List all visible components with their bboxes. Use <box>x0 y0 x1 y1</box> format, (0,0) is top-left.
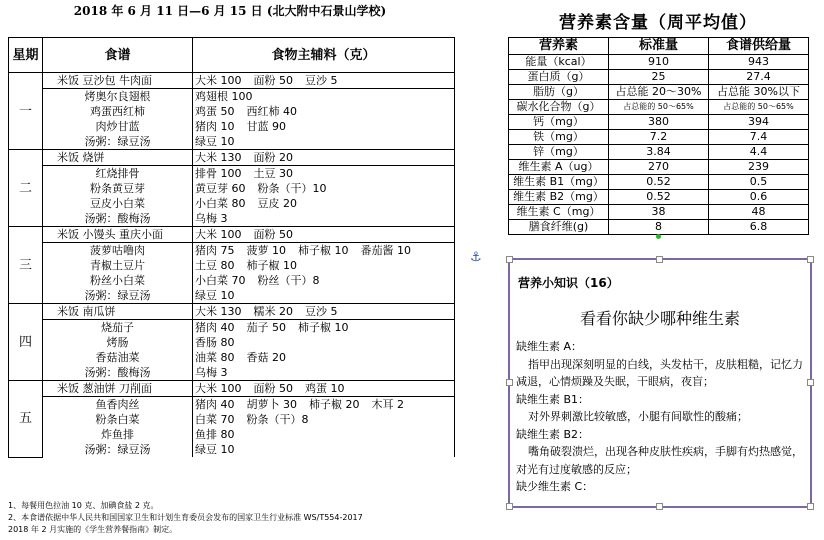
menu-dish: 肉炒甘蓝 <box>43 119 193 134</box>
menu-row <box>9 227 455 243</box>
menu-row <box>9 134 455 150</box>
resize-handle-s[interactable] <box>656 503 663 510</box>
menu-dish: 豆皮小白菜 <box>43 196 193 211</box>
menu-ingredients <box>193 73 455 89</box>
ingredient: 排骨 100 <box>195 167 242 180</box>
ingredient: 大米 130 <box>195 305 242 318</box>
menu-dish: 汤粥：绿豆汤 <box>43 442 193 457</box>
nutrition-standard: 270 <box>609 160 709 175</box>
ingredient: 绿豆 10 <box>195 135 235 148</box>
menu-row <box>9 350 455 365</box>
footnotes <box>8 500 458 536</box>
ingredient: 糯米 20 <box>253 305 293 318</box>
menu-row <box>9 442 455 457</box>
nutrition-row <box>509 190 809 205</box>
nutrition-supply: 27.4 <box>709 70 809 85</box>
menu-day: 二 <box>9 150 43 227</box>
menu-ingredients <box>193 427 455 442</box>
menu-day: 三 <box>9 227 43 304</box>
menu-row <box>9 211 455 227</box>
ingredient: 鱼排 80 <box>195 428 235 441</box>
ingredient: 土豆 80 <box>195 259 235 272</box>
ingredient: 柿子椒 10 <box>246 259 297 272</box>
ingredient: 面粉 50 <box>253 74 293 87</box>
nutrition-row <box>509 55 809 70</box>
menu-header-dish: 食谱 <box>43 38 193 73</box>
ingredient: 菠萝 10 <box>246 244 286 257</box>
nutrition-standard: 38 <box>609 205 709 220</box>
ingredient: 猪肉 75 <box>195 244 235 257</box>
menu-header-day: 星期 <box>9 38 43 73</box>
ingredient: 粉条（干）8 <box>246 413 309 426</box>
nutrition-name: 维生素 B2（mg） <box>509 190 609 205</box>
nutrition-row <box>509 145 809 160</box>
knowledge-label-b1: 缺维生素 B1： <box>516 392 590 406</box>
menu-row <box>9 104 455 119</box>
ingredient: 猪肉 10 <box>195 120 235 133</box>
ingredient: 乌梅 3 <box>195 212 228 225</box>
menu-ingredients <box>193 397 455 413</box>
menu-title: 2018 年 6 月 11 日—6 月 15 日 (北大附中石景山学校) <box>73 4 387 18</box>
ingredient: 木耳 2 <box>371 398 404 411</box>
knowledge-label-c: 缺少维生素 C： <box>516 480 594 493</box>
menu-ingredients <box>193 320 455 336</box>
menu-ingredients <box>193 381 455 397</box>
nutrition-row <box>509 85 809 100</box>
resize-handle-se[interactable] <box>807 503 814 510</box>
footnote-2: 2、本食谱依据中华人民共和国国家卫生和计划生育委员会发布的国家卫生行业标准 WS/T554-2017 <box>8 513 363 522</box>
nutrition-row <box>509 220 809 235</box>
menu-row <box>9 181 455 196</box>
ingredient: 白菜 70 <box>195 413 235 426</box>
ingredient: 胡萝卜 30 <box>246 398 297 411</box>
nutrition-supply: 0.6 <box>709 190 809 205</box>
menu-dish: 红烧排骨 <box>43 166 193 182</box>
menu-header-ingredients: 食物主辅料（克） <box>193 38 455 73</box>
menu-dish: 菠萝咕噜肉 <box>43 243 193 259</box>
knowledge-text-b2: 嘴角破裂溃烂，出现各种皮肤性疾病，手脚有灼热感觉，对光有过度敏感的反应； <box>516 445 803 476</box>
ingredient: 柿子椒 10 <box>298 244 349 257</box>
menu-row <box>9 335 455 350</box>
ingredient: 油菜 80 <box>195 351 235 364</box>
menu-ingredients <box>193 350 455 365</box>
nutrition-name: 维生素 C（mg） <box>509 205 609 220</box>
menu-dish: 粉条白菜 <box>43 412 193 427</box>
menu-row <box>9 320 455 336</box>
nutrition-row <box>509 130 809 145</box>
menu-day: 五 <box>9 381 43 458</box>
menu-row <box>9 258 455 273</box>
nutrition-standard: 910 <box>609 55 709 70</box>
ingredient: 鸡蛋 50 <box>195 105 235 118</box>
menu-ingredients <box>193 104 455 119</box>
nutrition-standard: 0.52 <box>609 175 709 190</box>
knowledge-label-a: 缺维生素 A： <box>516 340 583 353</box>
menu-row <box>9 89 455 105</box>
menu-dish: 汤粥：酸梅汤 <box>43 365 193 381</box>
knowledge-body <box>516 338 806 496</box>
ingredient: 大米 100 <box>195 228 242 241</box>
ingredient: 茄子 50 <box>246 321 286 334</box>
menu-ingredients <box>193 273 455 288</box>
menu-ingredients <box>193 412 455 427</box>
menu-dish: 烧茄子 <box>43 320 193 336</box>
nutrition-name: 钙（mg） <box>509 115 609 130</box>
ingredient: 西红柿 40 <box>246 105 297 118</box>
menu-row <box>9 288 455 304</box>
knowledge-label-b2: 缺维生素 B2： <box>516 427 590 441</box>
nutrition-header-name: 营养素 <box>509 38 609 55</box>
ingredient: 猪肉 40 <box>195 398 235 411</box>
nutrition-name: 能量（kcal） <box>509 55 609 70</box>
ingredient: 小白菜 70 <box>195 274 246 287</box>
nutrition-supply: 48 <box>709 205 809 220</box>
nutrition-header-supply: 食谱供给量 <box>709 38 809 55</box>
nutrition-row <box>509 100 809 115</box>
knowledge-title: 看看你缺少哪种维生素 <box>579 309 740 328</box>
nutrition-row <box>509 160 809 175</box>
nutrition-standard: 8 <box>609 220 709 235</box>
menu-dish: 米饭 小馒头 重庆小面 <box>43 227 193 243</box>
ingredient: 番茄酱 10 <box>360 244 411 257</box>
resize-handle-ne[interactable] <box>807 256 814 263</box>
nutrition-name: 维生素 B1（mg） <box>509 175 609 190</box>
ingredient: 甘蓝 90 <box>246 120 286 133</box>
ingredient: 粉条（干）10 <box>257 182 327 195</box>
menu-dish: 鸡蛋西红柿 <box>43 104 193 119</box>
menu-day: 一 <box>9 73 43 150</box>
ingredient: 柿子椒 10 <box>298 321 349 334</box>
nutrition-supply: 4.4 <box>709 145 809 160</box>
menu-ingredients <box>193 166 455 182</box>
ingredient: 绿豆 10 <box>195 289 235 302</box>
menu-dish: 汤粥：绿豆汤 <box>43 134 193 150</box>
menu-dish: 粉条黄豆芽 <box>43 181 193 196</box>
menu-row <box>9 381 455 397</box>
menu-ingredients <box>193 150 455 166</box>
nutrition-standard: 25 <box>609 70 709 85</box>
menu-ingredients <box>193 134 455 150</box>
menu-row <box>9 196 455 211</box>
ingredient: 鸡蛋 10 <box>305 382 345 395</box>
menu-ingredients <box>193 227 455 243</box>
menu-ingredients <box>193 258 455 273</box>
menu-ingredients <box>193 304 455 320</box>
menu-ingredients <box>193 211 455 227</box>
menu-dish: 香菇油菜 <box>43 350 193 365</box>
nutrition-supply: 7.4 <box>709 130 809 145</box>
knowledge-textbox[interactable] <box>508 258 812 508</box>
knowledge-heading: 营养小知识（16） <box>518 276 619 290</box>
nutrition-row <box>509 205 809 220</box>
menu-row <box>9 412 455 427</box>
menu-ingredients <box>193 89 455 105</box>
ingredient: 大米 130 <box>195 151 242 164</box>
menu-row <box>9 273 455 288</box>
menu-dish: 汤粥：绿豆汤 <box>43 288 193 304</box>
ingredient: 豆沙 5 <box>305 74 338 87</box>
nutrition-title: 营养素含量（周平均值） <box>559 13 757 33</box>
footnote-3: 2018 年 2 月实施的《学生营养餐指南》制定。 <box>8 525 178 534</box>
ingredient: 面粉 20 <box>253 151 293 164</box>
resize-handle-e[interactable] <box>807 379 814 386</box>
menu-ingredients <box>193 335 455 350</box>
ingredient: 面粉 50 <box>253 382 293 395</box>
menu-dish: 米饭 烧饼 <box>43 150 193 166</box>
ingredient: 鸡翅根 100 <box>195 90 253 103</box>
nutrition-supply: 239 <box>709 160 809 175</box>
nutrition-table <box>508 37 809 235</box>
menu-row <box>9 397 455 413</box>
menu-dish: 粉丝小白菜 <box>43 273 193 288</box>
menu-dish: 炸鱼排 <box>43 427 193 442</box>
menu-ingredients <box>193 119 455 134</box>
ingredient: 小白菜 80 <box>195 197 246 210</box>
ingredient: 黄豆芽 60 <box>195 182 246 195</box>
menu-dish: 米饭 豆沙包 牛肉面 <box>43 73 193 89</box>
resize-handle-nw[interactable] <box>506 256 513 263</box>
green-marker <box>656 234 661 239</box>
ingredient: 粉丝（干）8 <box>257 274 320 287</box>
nutrition-standard: 380 <box>609 115 709 130</box>
resize-handle-n[interactable] <box>656 256 663 263</box>
menu-ingredients <box>193 288 455 304</box>
ingredient: 香菇 20 <box>246 351 286 364</box>
ingredient: 猪肉 40 <box>195 321 235 334</box>
nutrition-standard: 占总能 20～30% <box>609 85 709 100</box>
nutrition-standard: 3.84 <box>609 145 709 160</box>
menu-row <box>9 150 455 166</box>
menu-day: 四 <box>9 304 43 381</box>
anchor-icon: ⚓ <box>470 250 482 265</box>
menu-row <box>9 304 455 320</box>
menu-ingredients <box>193 365 455 381</box>
menu-dish: 烤奥尔良翅根 <box>43 89 193 105</box>
footnote-1: 1、每餐用色拉油 10 克、加碘食盐 2 克。 <box>8 501 159 510</box>
resize-handle-sw[interactable] <box>506 503 513 510</box>
nutrition-name: 蛋白质（g） <box>509 70 609 85</box>
menu-body <box>9 73 455 458</box>
ingredient: 豆沙 5 <box>305 305 338 318</box>
menu-table <box>8 37 455 458</box>
nutrition-name: 碳水化合物（g） <box>509 100 609 115</box>
nutrition-name: 脂肪（g） <box>509 85 609 100</box>
nutrition-name: 维生素 A（ug） <box>509 160 609 175</box>
nutrition-name: 膳食纤维(g) <box>509 220 609 235</box>
resize-handle-w[interactable] <box>506 379 513 386</box>
nutrition-name: 锌（mg） <box>509 145 609 160</box>
nutrition-row <box>509 175 809 190</box>
nutrition-standard: 占总能的 50～65% <box>609 100 709 115</box>
nutrition-header-row <box>509 38 809 55</box>
menu-dish: 米饭 葱油饼 刀削面 <box>43 381 193 397</box>
nutrition-standard: 0.52 <box>609 190 709 205</box>
menu-dish: 青椒土豆片 <box>43 258 193 273</box>
nutrition-supply: 394 <box>709 115 809 130</box>
menu-dish: 鱼香肉丝 <box>43 397 193 413</box>
nutrition-name: 铁（mg） <box>509 130 609 145</box>
nutrition-supply: 6.8 <box>709 220 809 235</box>
menu-header-row <box>9 38 455 73</box>
nutrition-supply: 占总能的 50～65% <box>709 100 809 115</box>
menu-row <box>9 427 455 442</box>
ingredient: 柿子椒 20 <box>309 398 360 411</box>
menu-row <box>9 166 455 182</box>
nutrition-body <box>509 55 809 235</box>
menu-dish: 烤肠 <box>43 335 193 350</box>
nutrition-supply: 943 <box>709 55 809 70</box>
ingredient: 乌梅 3 <box>195 366 228 379</box>
menu-row <box>9 73 455 89</box>
nutrition-supply: 0.5 <box>709 175 809 190</box>
menu-ingredients <box>193 196 455 211</box>
ingredient: 大米 100 <box>195 382 242 395</box>
ingredient: 土豆 30 <box>253 167 293 180</box>
knowledge-text-a: 指甲出现深刻明显的白线，头发枯干，皮肤粗糙，记忆力减退，心情烦躁及失眠，干眼病，夜盲； <box>516 357 803 388</box>
menu-dish: 米饭 南瓜饼 <box>43 304 193 320</box>
menu-ingredients <box>193 181 455 196</box>
knowledge-text-b1: 对外界刺激比较敏感，小腿有间歇性的酸痛； <box>528 410 748 423</box>
menu-row <box>9 243 455 259</box>
ingredient: 面粉 50 <box>253 228 293 241</box>
nutrition-standard: 7.2 <box>609 130 709 145</box>
nutrition-header-standard: 标准量 <box>609 38 709 55</box>
nutrition-supply: 占总能 30%以下 <box>709 85 809 100</box>
ingredient: 大米 100 <box>195 74 242 87</box>
menu-row <box>9 119 455 134</box>
menu-dish: 汤粥：酸梅汤 <box>43 211 193 227</box>
menu-ingredients <box>193 442 455 457</box>
ingredient: 绿豆 10 <box>195 443 235 456</box>
ingredient: 豆皮 20 <box>257 197 297 210</box>
nutrition-row <box>509 115 809 130</box>
nutrition-row <box>509 70 809 85</box>
menu-ingredients <box>193 243 455 259</box>
menu-row <box>9 365 455 381</box>
ingredient: 香肠 80 <box>195 336 235 349</box>
